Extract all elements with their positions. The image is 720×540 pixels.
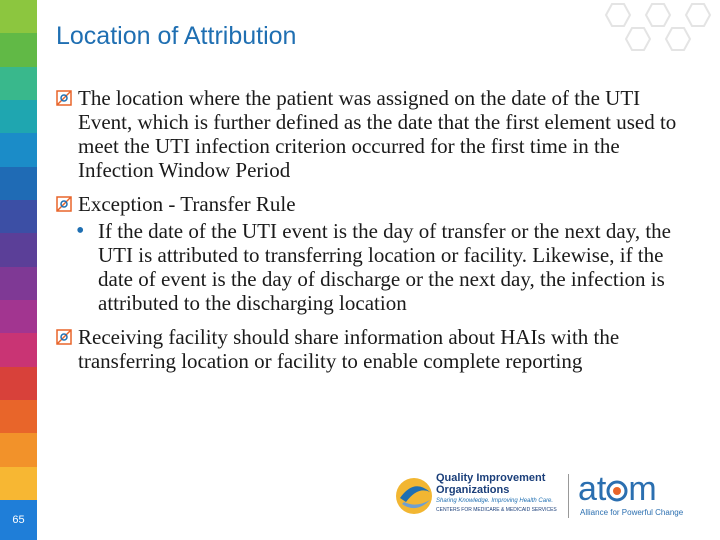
stripe-block (0, 67, 37, 101)
stripe-block (0, 133, 37, 167)
stripe-block (0, 233, 37, 267)
qio-cms-text: CENTERS FOR MEDICARE & MEDICAID SERVICES (436, 507, 557, 513)
atom-symbol-icon (606, 472, 628, 494)
slide-body (56, 86, 696, 373)
stripe-block (0, 333, 37, 367)
stripe-block (0, 100, 37, 134)
stripe-block (0, 300, 37, 334)
slide-title: Location of Attribution (56, 22, 297, 50)
stripe-block (0, 467, 37, 501)
hexagon-decoration (590, 0, 720, 60)
target-bullet-icon (56, 196, 72, 212)
stripe-block (0, 200, 37, 234)
atom-logo: at m (578, 470, 657, 508)
qio-logo-icon (392, 474, 436, 518)
stripe-block (0, 400, 37, 434)
qio-tagline: Sharing Knowledge. Improving Health Care. (436, 498, 554, 504)
target-bullet-icon (56, 90, 72, 106)
atom-tagline: Alliance for Powerful Change (580, 508, 684, 517)
stripe-block (0, 33, 37, 67)
page-number: 65 (0, 500, 37, 540)
bullet-item (56, 325, 696, 373)
stripe-block (0, 367, 37, 401)
footer-logos (392, 470, 702, 522)
bullet-text: Receiving facility should share information about HAIs with the transferring location or facility to enable complete reporting (78, 325, 620, 373)
sub-bullet-item (56, 219, 696, 315)
dot-bullet-icon: • (76, 218, 85, 244)
bullet-item (56, 192, 696, 216)
stripe-block (0, 0, 37, 34)
bullet-text: The location where the patient was assigned on the date of the UTI Event, which is further defined as the date that the first element used to meet the UTI infection criterion occurred for the first time in the Infection Window Period (78, 86, 677, 182)
stripe-block (0, 433, 37, 467)
qio-title: Quality Improvement Organizations (436, 472, 546, 496)
target-bullet-icon (56, 329, 72, 345)
bullet-item (56, 86, 696, 182)
stripe-block (0, 167, 37, 201)
logo-divider (568, 474, 569, 518)
stripe-block (0, 267, 37, 301)
bullet-text: Exception - Transfer Rule (78, 192, 296, 216)
sub-bullet-text: If the date of the UTI event is the day of transfer or the next day, the UTI is attributed to transferring location or facility. Likewise, if the date of event is the day of discharge or the next day, the infection is attributed to the discharging location (98, 219, 671, 315)
